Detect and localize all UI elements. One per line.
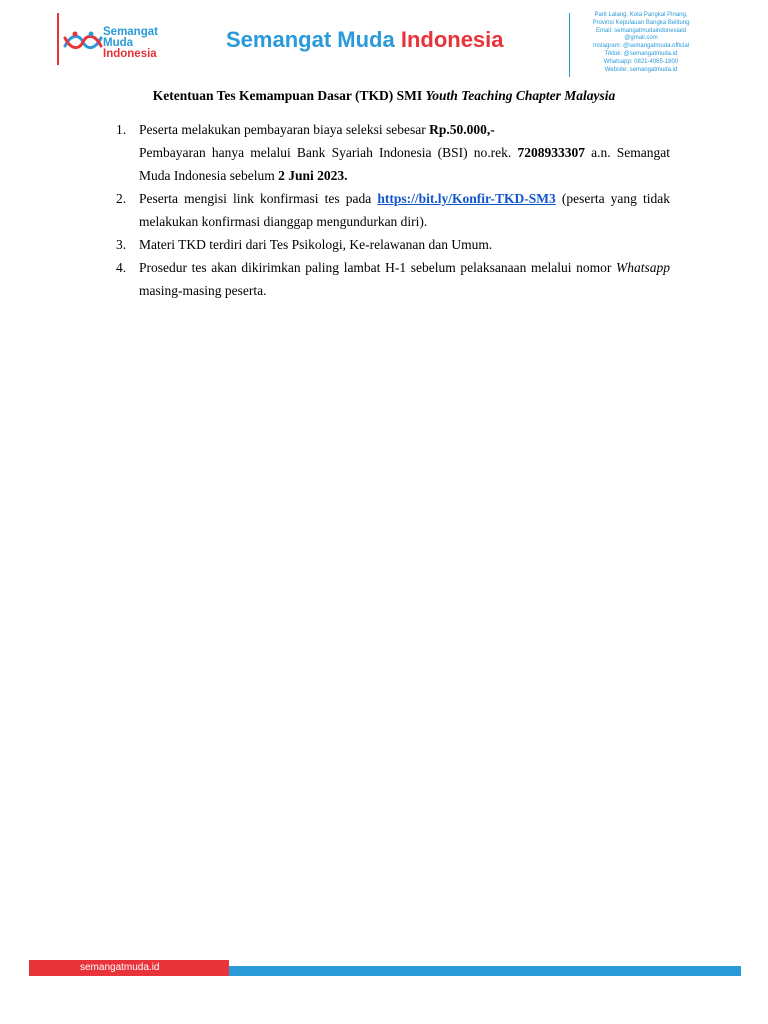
item-4-text-b: masing-masing peserta. bbox=[139, 283, 267, 298]
contact-address-1: Parit Lalang, Kota Pangkal Pinang, bbox=[594, 12, 688, 18]
item-1-line-1 bbox=[139, 118, 670, 141]
footer-blue-bar bbox=[229, 966, 741, 976]
item-4-whatsapp: Whatsapp bbox=[616, 260, 670, 275]
header-title bbox=[226, 27, 504, 53]
list-item bbox=[116, 233, 670, 256]
item-1-deadline: 2 Juni 2023. bbox=[278, 168, 348, 183]
header-title-blue: Semangat Muda bbox=[226, 27, 395, 52]
item-4-text-a: Prosedur tes akan dikirimkan paling lambat H-1 sebelum pelaksanaan melalui nomor bbox=[139, 260, 612, 275]
contact-tiktok: Tiktok: @semangatmuda.id bbox=[604, 50, 678, 57]
logo-wordmark bbox=[103, 27, 158, 60]
item-1-paragraph bbox=[139, 141, 670, 187]
item-1-text-b: Pembayaran hanya melalui Bank Syariah Indonesia (BSI) no.rek. bbox=[139, 145, 512, 160]
item-1-text-a: Peserta melakukan pembayaran biaya seleksi sebesar bbox=[139, 122, 426, 137]
list-number: 1. bbox=[116, 122, 127, 137]
requirements-list bbox=[116, 118, 670, 302]
item-1-text-c: a.n. Semangat Muda Indonesia sebelum bbox=[139, 145, 671, 183]
item-2-text-a: Peserta mengisi link konfirmasi tes pada bbox=[139, 191, 372, 206]
list-item bbox=[116, 118, 670, 187]
confirmation-link[interactable]: https://bit.ly/Konfir-TKD-SM3 bbox=[377, 191, 556, 206]
header-title-red: Indonesia bbox=[400, 27, 504, 52]
list-number: 4. bbox=[116, 260, 127, 275]
logo-icon bbox=[63, 30, 103, 54]
document-title bbox=[0, 88, 768, 104]
item-1-account-number: 7208933307 bbox=[517, 145, 585, 160]
item-2-text-b: (peserta yang tidak melakukan konfirmasi dianggap mengundurkan diri). bbox=[139, 191, 671, 229]
header-divider bbox=[569, 13, 570, 77]
footer-website: semangatmuda.id bbox=[80, 962, 160, 973]
document-title-prefix: Ketentuan Tes Kemampuan Dasar (TKD) SMI bbox=[152, 88, 423, 103]
contact-info bbox=[574, 12, 708, 74]
contact-website: Website: semangatmuda.id bbox=[604, 66, 678, 73]
contact-whatsapp: Whatsapp: 0821-4065-1800 bbox=[603, 58, 679, 65]
list-item bbox=[116, 256, 670, 302]
item-3-text: Materi TKD terdiri dari Tes Psikologi, Ke-relawanan dan Umum. bbox=[139, 237, 493, 252]
logo-line-3: Indonesia bbox=[103, 48, 157, 60]
contact-email-1: Email: semangatmudaindonesiaid bbox=[595, 27, 687, 34]
list-number: 2. bbox=[116, 191, 127, 206]
list-number: 3. bbox=[116, 237, 127, 252]
contact-email-2: @gmail.com bbox=[624, 35, 658, 42]
contact-instagram: Instagram: @semangatmuda.official bbox=[592, 43, 690, 50]
contact-address-2: Provinsi Kepulauan Bangka Belitung bbox=[592, 19, 690, 26]
document-title-italic: Youth Teaching Chapter Malaysia bbox=[425, 88, 616, 103]
logo-line-2: Muda bbox=[103, 37, 134, 49]
logo-line-1: Semangat bbox=[103, 26, 158, 38]
list-item bbox=[116, 187, 670, 233]
item-1-amount: Rp.50.000,- bbox=[429, 122, 495, 137]
